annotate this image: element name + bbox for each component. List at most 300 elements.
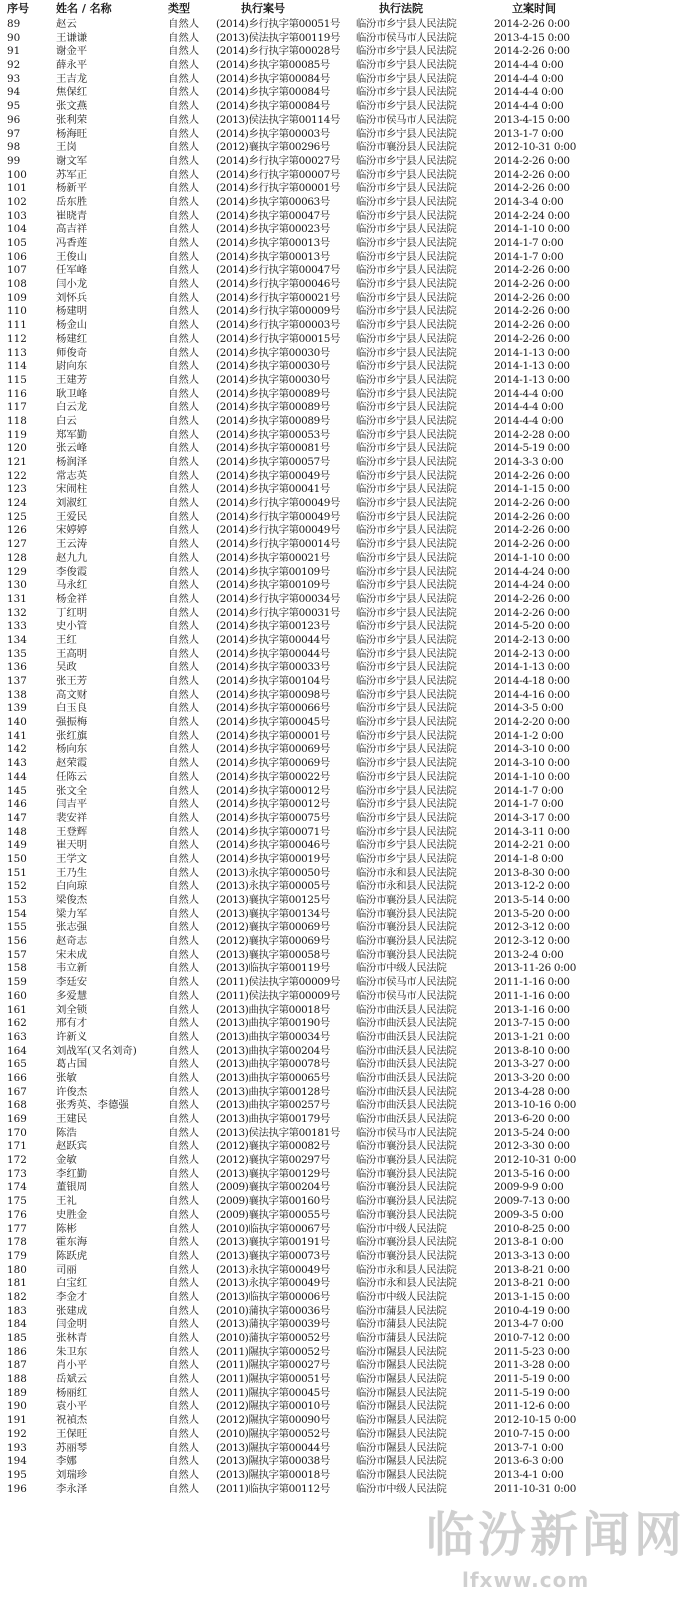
row-name: 岳斌云 — [56, 1373, 88, 1386]
row-case-number: (2014)乡执字第00123号 — [216, 620, 330, 633]
row-court: 临汾市襄汾县人民法院 — [356, 1249, 457, 1262]
table-row — [0, 1236, 620, 1250]
row-case-number: (2013)襄执字第00058号 — [216, 948, 330, 961]
row-filing-date: 2013-4-15 0:00 — [494, 113, 570, 126]
row-type: 自然人 — [168, 538, 200, 551]
row-court: 临汾市乡宁县人民法院 — [356, 606, 457, 619]
table-row — [0, 990, 620, 1004]
row-type: 自然人 — [168, 907, 200, 920]
table-row — [0, 935, 620, 949]
row-court: 临汾市乡宁县人民法院 — [356, 770, 457, 783]
row-court: 临汾市乡宁县人民法院 — [356, 72, 457, 85]
row-filing-date: 2014-3-10 0:00 — [494, 743, 570, 756]
row-type: 自然人 — [168, 442, 200, 455]
row-case-number: (2014)乡执字第00041号 — [216, 483, 330, 496]
row-type: 自然人 — [168, 31, 200, 44]
row-court: 临汾市隰县人民法院 — [356, 1386, 447, 1399]
row-court: 临汾市蒲县人民法院 — [356, 1318, 447, 1331]
row-index: 113 — [7, 346, 27, 359]
row-name: 杨向东 — [56, 743, 88, 756]
row-case-number: (2011)临执字第00112号 — [216, 1482, 330, 1495]
row-name: 张秀英、李德强 — [56, 1099, 129, 1112]
row-case-number: (2014)乡执字第00085号 — [216, 59, 330, 72]
row-filing-date: 2014-4-18 0:00 — [494, 675, 570, 687]
row-index: 137 — [7, 675, 27, 687]
row-index: 143 — [7, 757, 27, 770]
row-filing-date: 2013-3-27 0:00 — [494, 1058, 570, 1071]
row-filing-date: 2014-4-4 0:00 — [494, 414, 564, 427]
row-index: 139 — [7, 702, 27, 715]
row-case-number: (2014)乡行执字第00021号 — [216, 291, 340, 304]
row-index: 114 — [7, 360, 27, 373]
row-index: 93 — [7, 72, 21, 85]
table-row — [0, 1291, 620, 1305]
row-index: 111 — [7, 319, 27, 332]
row-name: 张建成 — [56, 1304, 88, 1317]
table-row — [0, 497, 620, 511]
row-type: 自然人 — [168, 1044, 200, 1057]
row-filing-date: 2014-2-26 0:00 — [494, 497, 570, 510]
table-row — [0, 702, 620, 716]
row-name: 司丽 — [56, 1263, 77, 1276]
row-filing-date: 2011-1-16 0:00 — [494, 976, 570, 989]
row-case-number: (2012)隰执字第00010号 — [216, 1400, 330, 1413]
row-index: 122 — [7, 469, 27, 482]
row-court: 临汾市乡宁县人民法院 — [356, 702, 457, 715]
row-court: 临汾市乡宁县人民法院 — [356, 346, 457, 359]
table-row — [0, 1017, 620, 1031]
row-name: 王谦谦 — [56, 31, 88, 44]
header-index: 序号 — [7, 2, 29, 15]
row-filing-date: 2009-7-13 0:00 — [494, 1195, 570, 1208]
row-court: 临汾市乡宁县人民法院 — [356, 401, 457, 414]
row-name: 刘瑞珍 — [56, 1468, 88, 1481]
row-type: 自然人 — [168, 1332, 200, 1344]
row-name: 金敏 — [56, 1154, 77, 1167]
row-court: 临汾市侯马市人民法院 — [356, 31, 457, 44]
row-case-number: (2013)永执字第00050号 — [216, 866, 330, 879]
row-name: 韦立新 — [56, 962, 88, 975]
table-row — [0, 470, 620, 484]
row-index: 179 — [7, 1249, 27, 1262]
row-case-number: (2014)乡执字第00045号 — [216, 716, 330, 729]
row-court: 临汾市隰县人民法院 — [356, 1373, 447, 1386]
table-row — [0, 552, 620, 566]
row-filing-date: 2012-3-12 0:00 — [494, 921, 570, 934]
row-court: 临汾市乡宁县人民法院 — [356, 675, 457, 687]
row-filing-date: 2014-4-24 0:00 — [494, 579, 570, 592]
row-court: 临汾市隰县人民法院 — [356, 1414, 447, 1427]
row-court: 临汾市乡宁县人民法院 — [356, 469, 457, 482]
row-name: 宋婷婷 — [56, 524, 88, 537]
row-court: 临汾市襄汾县人民法院 — [356, 1236, 457, 1249]
row-case-number: (2014)乡行执字第00046号 — [216, 278, 340, 291]
row-court: 临汾市乡宁县人民法院 — [356, 223, 457, 236]
row-filing-date: 2014-1-15 0:00 — [494, 483, 570, 496]
row-name: 张敏 — [56, 1071, 77, 1084]
table-row — [0, 1483, 620, 1497]
row-type: 自然人 — [168, 360, 200, 373]
table-body — [0, 18, 620, 1496]
row-name: 丁红明 — [56, 606, 88, 619]
row-name: 王建民 — [56, 1113, 88, 1125]
row-filing-date: 2010-4-19 0:00 — [494, 1304, 570, 1317]
row-court: 临汾市乡宁县人民法院 — [356, 18, 457, 30]
row-filing-date: 2014-4-4 0:00 — [494, 59, 564, 72]
row-type: 自然人 — [168, 1140, 200, 1153]
row-case-number: (2013)曲执字第00257号 — [216, 1099, 330, 1112]
row-case-number: (2014)乡执字第00053号 — [216, 428, 330, 441]
row-type: 自然人 — [168, 1208, 200, 1221]
table-row — [0, 880, 620, 894]
table-row — [0, 1387, 620, 1401]
table-row — [0, 771, 620, 785]
row-name: 许新义 — [56, 1030, 88, 1043]
row-index: 134 — [7, 633, 27, 646]
row-case-number: (2014)乡执字第00013号 — [216, 237, 330, 249]
row-type: 自然人 — [168, 291, 200, 304]
row-type: 自然人 — [168, 1414, 200, 1427]
row-case-number: (2014)乡执字第00033号 — [216, 661, 330, 674]
row-case-number: (2014)乡执字第00012号 — [216, 784, 330, 797]
row-case-number: (2009)襄执字第00160号 — [216, 1195, 330, 1208]
table-row — [0, 1168, 620, 1182]
row-name: 任陈云 — [56, 770, 88, 783]
row-court: 临汾市隰县人民法院 — [356, 1427, 447, 1440]
row-name: 薛永平 — [56, 59, 88, 72]
row-index: 161 — [7, 1003, 27, 1016]
row-type: 自然人 — [168, 1113, 200, 1125]
row-case-number: (2014)乡执字第00022号 — [216, 770, 330, 783]
row-case-number: (2013)曲执字第00034号 — [216, 1030, 330, 1043]
row-filing-date: 2014-2-26 0:00 — [494, 510, 570, 523]
row-case-number: (2013)蒲执字第00039号 — [216, 1318, 330, 1331]
table-row — [0, 86, 620, 100]
row-filing-date: 2014-2-26 0:00 — [494, 45, 570, 58]
row-case-number: (2013)隰执字第00038号 — [216, 1455, 330, 1468]
row-name: 邢有才 — [56, 1017, 88, 1030]
row-name: 李俊霞 — [56, 565, 88, 578]
row-filing-date: 2014-2-21 0:00 — [494, 839, 570, 852]
row-case-number: (2013)临执字第00119号 — [216, 962, 330, 975]
row-filing-date: 2013-6-20 0:00 — [494, 1113, 570, 1125]
row-type: 自然人 — [168, 100, 200, 113]
row-case-number: (2011)隰执字第00052号 — [216, 1345, 330, 1358]
row-court: 临汾市乡宁县人民法院 — [356, 825, 457, 838]
table-row — [0, 1277, 620, 1291]
row-filing-date: 2014-3-10 0:00 — [494, 757, 570, 770]
row-name: 多爱慧 — [56, 989, 88, 1002]
row-court: 临汾市乡宁县人民法院 — [356, 250, 457, 263]
row-filing-date: 2014-1-10 0:00 — [494, 551, 570, 564]
table-row — [0, 648, 620, 662]
row-type: 自然人 — [168, 1222, 200, 1235]
row-court: 临汾市曲沃县人民法院 — [356, 1085, 457, 1098]
row-type: 自然人 — [168, 1304, 200, 1317]
table-row — [0, 689, 620, 703]
row-name: 杨金山 — [56, 319, 88, 332]
row-case-number: (2014)乡执字第00044号 — [216, 633, 330, 646]
row-index: 170 — [7, 1126, 27, 1139]
row-court: 临汾市乡宁县人民法院 — [356, 278, 457, 291]
row-filing-date: 2013-7-15 0:00 — [494, 1017, 570, 1030]
row-type: 自然人 — [168, 373, 200, 386]
table-row — [0, 210, 620, 224]
row-court: 临汾市乡宁县人民法院 — [356, 414, 457, 427]
row-type: 自然人 — [168, 456, 200, 468]
row-court: 临汾市襄汾县人民法院 — [356, 1208, 457, 1221]
row-type: 自然人 — [168, 1373, 200, 1386]
row-name: 李永泽 — [56, 1482, 88, 1495]
row-name: 王吉龙 — [56, 72, 88, 85]
row-name: 李廷安 — [56, 976, 88, 989]
row-case-number: (2013)永执字第00049号 — [216, 1263, 330, 1276]
table-row — [0, 1359, 620, 1373]
row-case-number: (2014)乡执字第00089号 — [216, 414, 330, 427]
row-name: 刘怀兵 — [56, 291, 88, 304]
row-type: 自然人 — [168, 154, 200, 167]
row-type: 自然人 — [168, 592, 200, 605]
table-row — [0, 867, 620, 881]
row-type: 自然人 — [168, 1482, 200, 1495]
row-case-number: (2013)侯法执字第00119号 — [216, 31, 340, 44]
row-name: 王学文 — [56, 852, 88, 865]
row-type: 自然人 — [168, 852, 200, 865]
row-type: 自然人 — [168, 1277, 200, 1290]
row-filing-date: 2014-3-4 0:00 — [494, 195, 564, 208]
row-court: 临汾市乡宁县人民法院 — [356, 798, 457, 811]
table-row — [0, 1031, 620, 1045]
row-case-number: (2014)乡行执字第00051号 — [216, 18, 340, 30]
row-name: 白向琼 — [56, 880, 88, 893]
row-type: 自然人 — [168, 113, 200, 126]
table-row — [0, 1346, 620, 1360]
row-court: 临汾市乡宁县人民法院 — [356, 661, 457, 674]
row-case-number: (2014)乡行执字第00003号 — [216, 319, 340, 332]
row-court: 临汾市乡宁县人民法院 — [356, 168, 457, 181]
row-filing-date: 2012-10-31 0:00 — [494, 141, 577, 154]
row-filing-date: 2014-2-26 0:00 — [494, 154, 570, 167]
table-row — [0, 538, 620, 552]
row-case-number: (2013)襄执字第00073号 — [216, 1249, 330, 1262]
row-filing-date: 2013-5-20 0:00 — [494, 907, 570, 920]
row-case-number: (2011)隰执字第00051号 — [216, 1373, 330, 1386]
row-court: 临汾市乡宁县人民法院 — [356, 237, 457, 249]
row-filing-date: 2011-12-6 0:00 — [494, 1400, 570, 1413]
row-name: 杨润泽 — [56, 456, 88, 468]
row-type: 自然人 — [168, 620, 200, 633]
row-index: 192 — [7, 1427, 27, 1440]
header-filing-date: 立案时间 — [512, 2, 556, 15]
row-index: 177 — [7, 1222, 27, 1235]
row-filing-date: 2014-2-24 0:00 — [494, 209, 570, 222]
row-case-number: (2014)乡执字第00021号 — [216, 551, 330, 564]
row-type: 自然人 — [168, 18, 200, 30]
table-row — [0, 976, 620, 990]
table-row — [0, 114, 620, 128]
row-filing-date: 2011-10-31 0:00 — [494, 1482, 577, 1495]
row-filing-date: 2014-1-13 0:00 — [494, 346, 570, 359]
row-court: 临汾市乡宁县人民法院 — [356, 373, 457, 386]
row-case-number: (2014)乡行执字第00014号 — [216, 538, 340, 551]
row-index: 135 — [7, 647, 27, 660]
row-type: 自然人 — [168, 483, 200, 496]
row-type: 自然人 — [168, 798, 200, 811]
row-filing-date: 2013-5-24 0:00 — [494, 1126, 570, 1139]
row-case-number: (2014)乡执字第00089号 — [216, 401, 330, 414]
table-row — [0, 1414, 620, 1428]
row-case-number: (2014)乡执字第00066号 — [216, 702, 330, 715]
row-name: 王礼 — [56, 1195, 77, 1208]
table-row — [0, 374, 620, 388]
row-filing-date: 2014-1-7 0:00 — [494, 798, 564, 811]
row-case-number: (2014)乡执字第00003号 — [216, 127, 330, 140]
row-type: 自然人 — [168, 1181, 200, 1194]
header-type: 类型 — [168, 2, 190, 15]
row-filing-date: 2014-4-24 0:00 — [494, 565, 570, 578]
table-row — [0, 251, 620, 265]
row-name: 祝禎杰 — [56, 1414, 88, 1427]
row-name: 梁俊杰 — [56, 894, 88, 906]
row-filing-date: 2014-2-26 0:00 — [494, 278, 570, 291]
row-index: 127 — [7, 538, 27, 551]
row-filing-date: 2013-5-14 0:00 — [494, 894, 570, 906]
row-filing-date: 2013-4-1 0:00 — [494, 1468, 564, 1481]
row-type: 自然人 — [168, 1345, 200, 1358]
row-case-number: (2011)侯法执字第00009号 — [216, 989, 340, 1002]
table-row — [0, 128, 620, 142]
row-name: 宋闹柱 — [56, 483, 88, 496]
row-court: 临汾市乡宁县人民法院 — [356, 291, 457, 304]
table-row — [0, 415, 620, 429]
row-type: 自然人 — [168, 223, 200, 236]
row-filing-date: 2014-4-4 0:00 — [494, 387, 564, 400]
row-index: 156 — [7, 935, 27, 948]
row-filing-date: 2014-2-26 0:00 — [494, 264, 570, 277]
row-index: 92 — [7, 59, 21, 72]
row-filing-date: 2014-2-26 0:00 — [494, 168, 570, 181]
row-type: 自然人 — [168, 469, 200, 482]
row-case-number: (2014)乡行执字第00009号 — [216, 305, 340, 318]
row-case-number: (2014)乡执字第00057号 — [216, 456, 330, 468]
row-name: 袁小平 — [56, 1400, 88, 1413]
row-filing-date: 2009-3-5 0:00 — [494, 1208, 564, 1221]
row-type: 自然人 — [168, 784, 200, 797]
table-row — [0, 921, 620, 935]
table-row — [0, 18, 620, 32]
row-court: 临汾市乡宁县人民法院 — [356, 209, 457, 222]
table-row — [0, 511, 620, 525]
row-name: 刘全锁 — [56, 1003, 88, 1016]
row-index: 117 — [7, 401, 27, 414]
row-name: 张志强 — [56, 921, 88, 934]
row-index: 176 — [7, 1208, 27, 1221]
row-index: 90 — [7, 31, 21, 44]
table-row — [0, 661, 620, 675]
row-case-number: (2013)襄执字第00191号 — [216, 1236, 330, 1249]
row-name: 王建芳 — [56, 373, 88, 386]
table-row — [0, 949, 620, 963]
row-filing-date: 2014-2-26 0:00 — [494, 538, 570, 551]
row-filing-date: 2013-8-10 0:00 — [494, 1044, 570, 1057]
row-name: 王岗 — [56, 141, 77, 154]
row-index: 178 — [7, 1236, 27, 1249]
row-filing-date: 2014-4-4 0:00 — [494, 100, 564, 113]
row-case-number: (2012)襄执字第00297号 — [216, 1154, 330, 1167]
row-court: 临汾市中级人民法院 — [356, 1482, 447, 1495]
row-index: 107 — [7, 264, 27, 277]
row-type: 自然人 — [168, 839, 200, 852]
table-row — [0, 1305, 620, 1319]
row-case-number: (2014)乡执字第00044号 — [216, 647, 330, 660]
row-index: 97 — [7, 127, 21, 140]
row-index: 154 — [7, 907, 27, 920]
row-name: 杨建红 — [56, 332, 88, 345]
row-index: 174 — [7, 1181, 27, 1194]
table-row — [0, 853, 620, 867]
row-type: 自然人 — [168, 551, 200, 564]
row-type: 自然人 — [168, 716, 200, 729]
row-type: 自然人 — [168, 1126, 200, 1139]
row-name: 闫金明 — [56, 1318, 88, 1331]
row-name: 张云峰 — [56, 442, 88, 455]
row-type: 自然人 — [168, 948, 200, 961]
row-type: 自然人 — [168, 319, 200, 332]
row-case-number: (2014)乡执字第00109号 — [216, 565, 330, 578]
table-row — [0, 593, 620, 607]
table-row — [0, 32, 620, 46]
row-index: 185 — [7, 1332, 27, 1344]
row-case-number: (2014)乡执字第00013号 — [216, 250, 330, 263]
row-court: 临汾市永和县人民法院 — [356, 1277, 457, 1290]
row-type: 自然人 — [168, 332, 200, 345]
row-court: 临汾市乡宁县人民法院 — [356, 743, 457, 756]
table-row — [0, 1223, 620, 1237]
row-name: 裴安祥 — [56, 811, 88, 824]
row-index: 128 — [7, 551, 27, 564]
table-row — [0, 264, 620, 278]
row-index: 148 — [7, 825, 27, 838]
row-court: 临汾市中级人民法院 — [356, 1222, 447, 1235]
row-case-number: (2010)蒲执字第00036号 — [216, 1304, 330, 1317]
row-type: 自然人 — [168, 825, 200, 838]
row-index: 162 — [7, 1017, 27, 1030]
table-row — [0, 798, 620, 812]
row-case-number: (2014)乡行执字第00015号 — [216, 332, 340, 345]
row-type: 自然人 — [168, 59, 200, 72]
row-filing-date: 2011-5-19 0:00 — [494, 1373, 570, 1386]
row-name: 赵九九 — [56, 551, 88, 564]
row-filing-date: 2013-6-3 0:00 — [494, 1455, 564, 1468]
row-index: 151 — [7, 866, 27, 879]
table-row — [0, 442, 620, 456]
row-name: 高文财 — [56, 688, 88, 701]
table-row — [0, 566, 620, 580]
row-case-number: (2013)临执字第00006号 — [216, 1290, 330, 1303]
row-index: 196 — [7, 1482, 27, 1495]
row-index: 144 — [7, 770, 27, 783]
row-court: 临汾市乡宁县人民法院 — [356, 620, 457, 633]
row-index: 123 — [7, 483, 27, 496]
row-index: 131 — [7, 592, 27, 605]
row-index: 112 — [7, 332, 27, 345]
row-court: 临汾市侯马市人民法院 — [356, 1126, 457, 1139]
row-type: 自然人 — [168, 250, 200, 263]
row-index: 181 — [7, 1277, 27, 1290]
row-name: 谢文军 — [56, 154, 88, 167]
table-row — [0, 1113, 620, 1127]
row-court: 临汾市隰县人民法院 — [356, 1359, 447, 1372]
